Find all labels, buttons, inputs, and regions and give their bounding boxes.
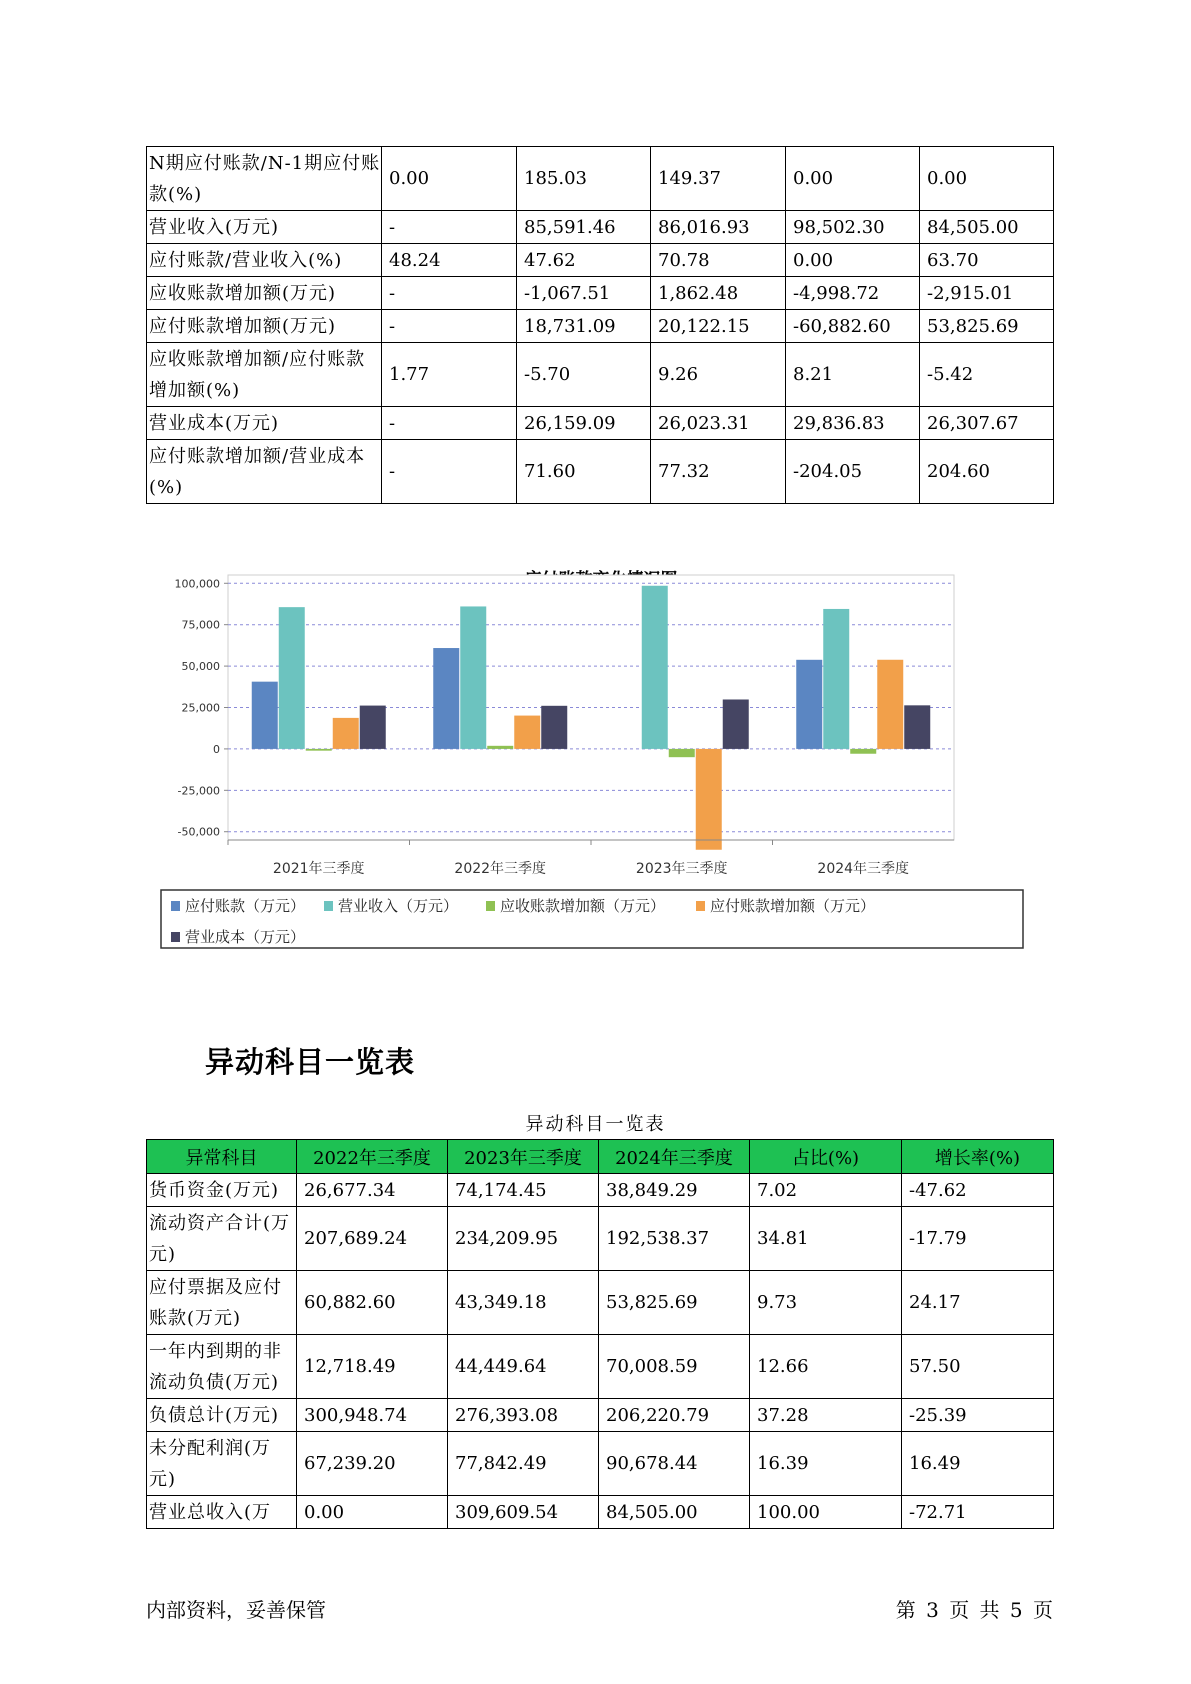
bar [796,660,822,749]
row-label: 一年内到期的非流动负债(万元) [147,1335,297,1399]
row-label: 应付账款增加额/营业成本(%) [147,440,382,504]
table-cell: 309,609.54 [448,1496,599,1529]
table-cell: 44,449.64 [448,1335,599,1399]
table-row [147,277,1054,310]
table-row [147,244,1054,277]
table-cell: 67,239.20 [297,1432,448,1496]
table-cell: 1.77 [382,343,517,407]
x-category-label: 2023年三季度 [635,861,728,877]
table-cell: 300,948.74 [297,1399,448,1432]
table-cell: 63.70 [920,244,1054,277]
row-label: 应付票据及应付账款(万元) [147,1271,297,1335]
table-cell: 8.21 [786,343,920,407]
y-tick-label: 50,000 [181,660,220,674]
row-label: 营业总收入(万 [147,1496,297,1529]
table-cell: 26,159.09 [517,407,651,440]
financial-ratio-table-body [147,147,1054,504]
table-cell: 77,842.49 [448,1432,599,1496]
bar [877,660,903,749]
abnormal-items-table-header [147,1140,1054,1174]
column-header: 2022年三季度 [297,1140,448,1174]
row-label: 应收账款增加额/应付账款增加额(%) [147,343,382,407]
table-cell: -17.79 [902,1207,1054,1271]
table-cell: -1,067.51 [517,277,651,310]
financial-ratio-table [146,146,1054,504]
bar [487,746,513,749]
bar [433,648,459,749]
table-cell: 16.49 [902,1432,1054,1496]
x-category-label: 2022年三季度 [454,861,547,877]
bar [252,682,278,749]
table-row [147,1271,1054,1335]
table-cell: - [382,407,517,440]
table-row [147,440,1054,504]
row-label: 货币资金(万元) [147,1174,297,1207]
accounts-payable-chart [146,560,1026,1010]
table-cell: 7.02 [750,1174,902,1207]
table-cell: - [382,211,517,244]
legend-swatch [324,901,333,911]
column-header: 2023年三季度 [448,1140,599,1174]
table-cell: 0.00 [920,147,1054,211]
table-cell: 0.00 [786,147,920,211]
table-row [147,1496,1054,1529]
table-cell: 24.17 [902,1271,1054,1335]
table-cell: 9.26 [651,343,786,407]
bar [904,705,930,749]
table-cell: -204.05 [786,440,920,504]
section-heading: 异动科目一览表 [205,1045,416,1079]
table-cell: 26,023.31 [651,407,786,440]
table-cell: 207,689.24 [297,1207,448,1271]
y-tick-label: -50,000 [177,825,220,839]
table-cell: 84,505.00 [599,1496,750,1529]
legend-label: 应付账款（万元） [185,897,306,915]
table-cell: 90,678.44 [599,1432,750,1496]
table-cell: 43,349.18 [448,1271,599,1335]
column-header: 增长率(%) [902,1140,1054,1174]
row-label: 营业成本(万元) [147,407,382,440]
bar [541,706,567,749]
table-cell: 53,825.69 [920,310,1054,343]
table-cell: 276,393.08 [448,1399,599,1432]
table-cell: 16.39 [750,1432,902,1496]
table-cell: - [382,440,517,504]
table-cell: 100.00 [750,1496,902,1529]
table-cell: 29,836.83 [786,407,920,440]
y-tick-label: 25,000 [181,701,220,715]
table-row [147,1174,1054,1207]
table-row [147,1432,1054,1496]
row-label: 应付账款/营业收入(%) [147,244,382,277]
table-cell: 38,849.29 [599,1174,750,1207]
row-label: 流动资产合计(万元) [147,1207,297,1271]
table-cell: 206,220.79 [599,1399,750,1432]
table-cell: 0.00 [382,147,517,211]
column-header: 异常科目 [147,1140,297,1174]
table-cell: 57.50 [902,1335,1054,1399]
table-cell: -4,998.72 [786,277,920,310]
x-category-label: 2021年三季度 [272,861,365,877]
table-cell: -2,915.01 [920,277,1054,310]
table-cell: -25.39 [902,1399,1054,1432]
table-row [147,407,1054,440]
table-cell: 18,731.09 [517,310,651,343]
table-cell: 12.66 [750,1335,902,1399]
row-label: 营业收入(万元) [147,211,382,244]
footer-confidential-note: 内部资料，妥善保管 [146,1598,326,1622]
bar [642,586,668,749]
table-row [147,1207,1054,1271]
bar [696,749,722,850]
table-cell: 26,677.34 [297,1174,448,1207]
table-cell: 85,591.46 [517,211,651,244]
table-cell: -5.70 [517,343,651,407]
column-header: 占比(%) [750,1140,902,1174]
table-cell: 70.78 [651,244,786,277]
legend-swatch [171,901,180,911]
y-tick-label: 0 [213,742,220,756]
legend-swatch [696,901,705,911]
bar [723,699,749,748]
row-label: 负债总计(万元) [147,1399,297,1432]
table-cell: 70,008.59 [599,1335,750,1399]
legend-label: 应收账款增加额（万元） [500,897,666,915]
y-tick-label: 100,000 [174,577,220,591]
legend-label: 营业收入（万元） [338,897,459,915]
table-cell: 20,122.15 [651,310,786,343]
table-row [147,310,1054,343]
table-cell: 1,862.48 [651,277,786,310]
bar [823,609,849,749]
bar [850,749,876,754]
y-tick-label: 75,000 [181,618,220,632]
table-row [147,211,1054,244]
chart-legend [161,890,1023,948]
table-cell: 77.32 [651,440,786,504]
table-cell: 53,825.69 [599,1271,750,1335]
table-cell: -47.62 [902,1174,1054,1207]
row-label: N期应付账款/N-1期应付账款(%) [147,147,382,211]
table-cell: 0.00 [297,1496,448,1529]
bar [360,706,386,749]
table-row [147,1335,1054,1399]
table-cell: 47.62 [517,244,651,277]
bar [669,749,695,757]
table-cell: 234,209.95 [448,1207,599,1271]
table-caption: 异动科目一览表 [525,1114,666,1135]
bar [460,606,486,748]
bar [333,718,359,749]
row-label: 未分配利润(万元) [147,1432,297,1496]
table-cell: -60,882.60 [786,310,920,343]
table-cell: 204.60 [920,440,1054,504]
table-cell: 9.73 [750,1271,902,1335]
table-cell: 192,538.37 [599,1207,750,1271]
table-cell: 26,307.67 [920,407,1054,440]
table-cell: 74,174.45 [448,1174,599,1207]
table-cell: 60,882.60 [297,1271,448,1335]
table-row [147,147,1054,211]
table-cell: 149.37 [651,147,786,211]
table-cell: -72.71 [902,1496,1054,1529]
table-cell: -5.42 [920,343,1054,407]
table-cell: - [382,277,517,310]
table-cell: 48.24 [382,244,517,277]
table-cell: 34.81 [750,1207,902,1271]
table-cell: 98,502.30 [786,211,920,244]
y-tick-label: -25,000 [177,784,220,798]
column-header: 2024年三季度 [599,1140,750,1174]
abnormal-items-table-body [147,1174,1054,1529]
table-cell: 0.00 [786,244,920,277]
table-cell: 37.28 [750,1399,902,1432]
bar [279,607,305,749]
bar [306,749,332,751]
legend-label: 应付账款增加额（万元） [710,897,876,915]
row-label: 应收账款增加额(万元) [147,277,382,310]
row-label: 应付账款增加额(万元) [147,310,382,343]
table-cell: 185.03 [517,147,651,211]
table-row [147,1399,1054,1432]
bar [514,716,540,749]
table-cell: 86,016.93 [651,211,786,244]
table-cell: 84,505.00 [920,211,1054,244]
table-cell: 71.60 [517,440,651,504]
table-row [147,343,1054,407]
abnormal-items-table [146,1139,1054,1529]
table-cell: 12,718.49 [297,1335,448,1399]
legend-swatch [171,932,180,942]
footer-page-number: 第 3 页 共 5 页 [895,1598,1053,1622]
legend-swatch [486,901,495,911]
legend-label: 营业成本（万元） [185,928,306,946]
x-category-label: 2024年三季度 [817,861,910,877]
table-cell: - [382,310,517,343]
